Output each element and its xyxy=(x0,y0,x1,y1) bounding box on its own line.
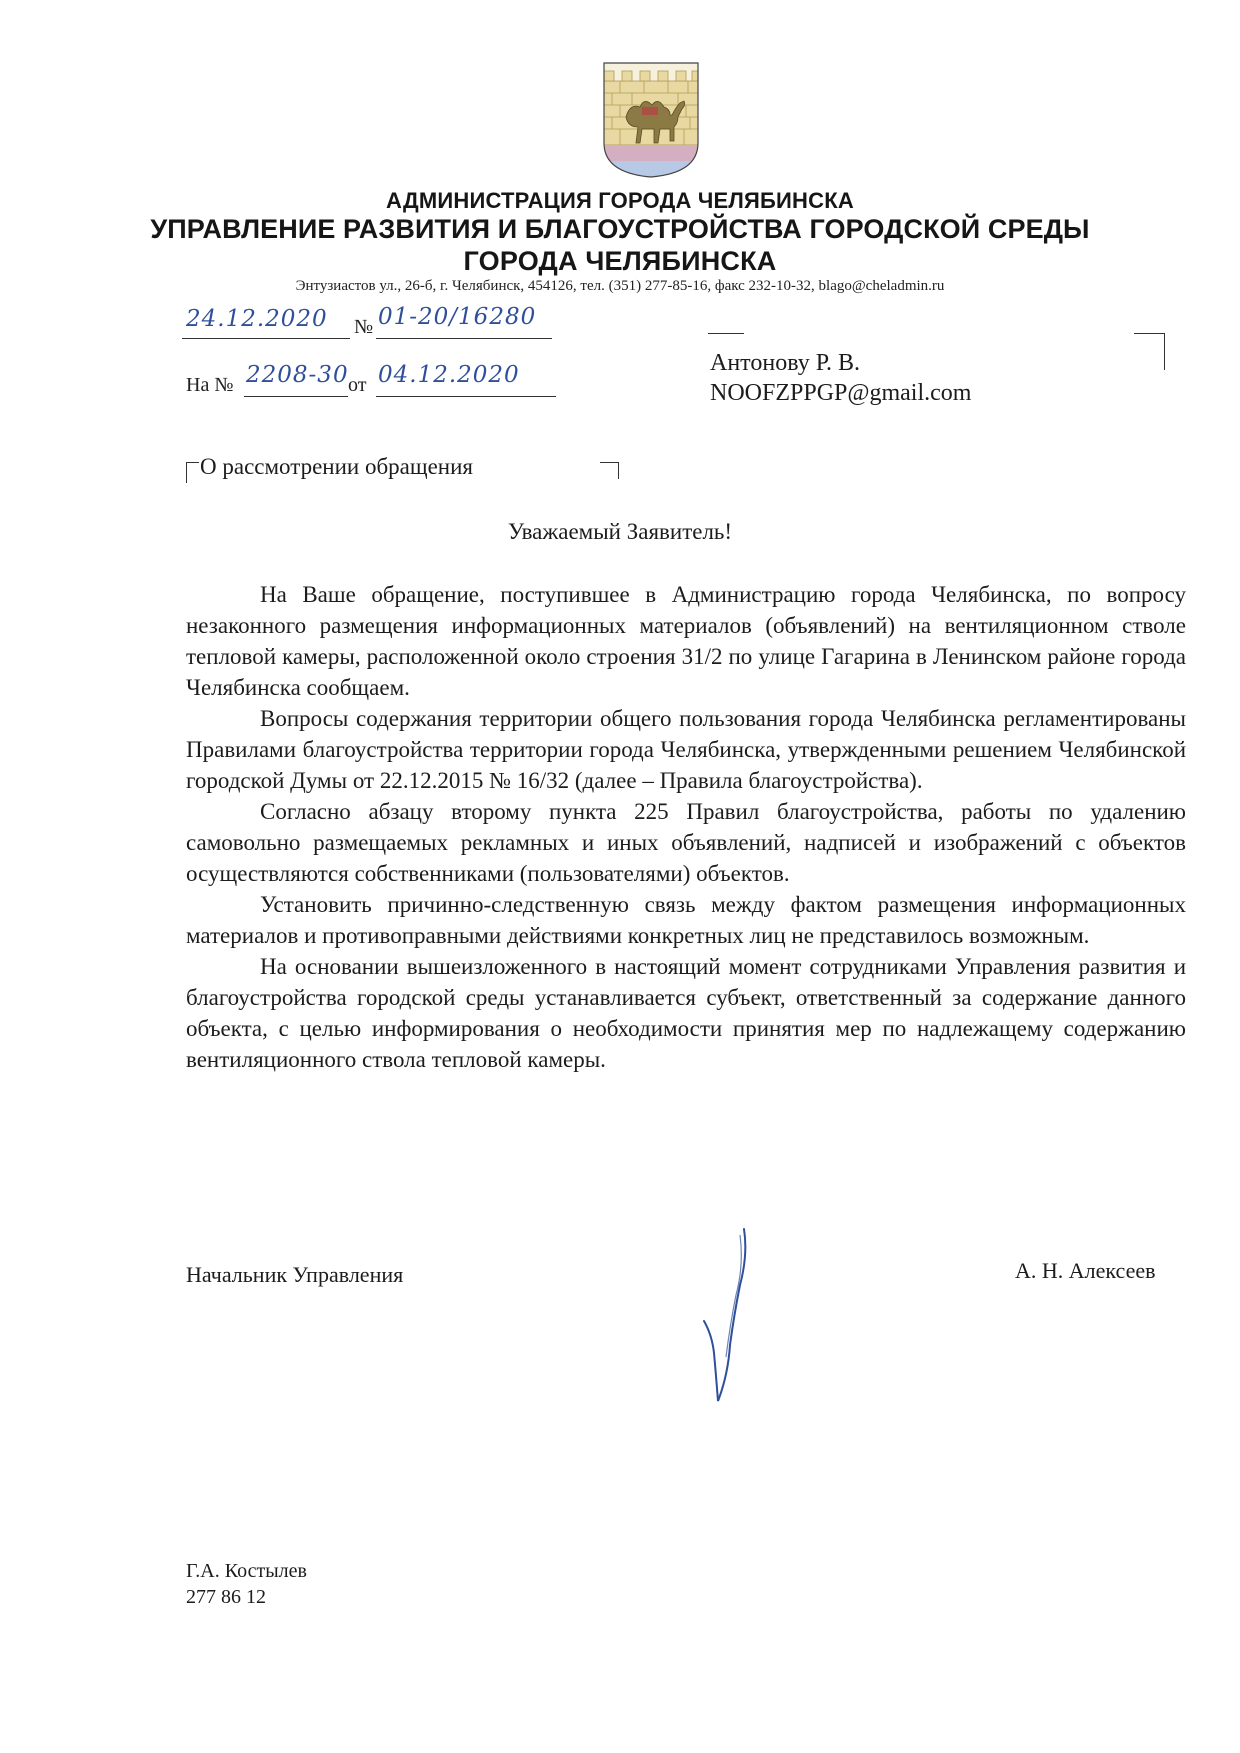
reply-date-label: от xyxy=(348,374,367,396)
subject-corner-left xyxy=(186,462,199,483)
letter-body xyxy=(186,579,1186,1075)
reply-date: 04.12.2020 xyxy=(378,362,520,388)
coat-of-arms-icon xyxy=(598,57,704,181)
body-paragraph: На Ваше обращение, поступившее в Администрацию города Челябинска, по вопросу незаконного размещения информационных материалов (объявлений) на вентиляционном стволе тепловой камеры, расположенной около строения 31/2 по улице Гагарина в Ленинском районе города Челябинска сообщаем. xyxy=(186,582,1186,700)
reply-number: 2208-30 xyxy=(246,362,349,388)
addressee-email: NOOFZPPGP@gmail.com xyxy=(710,380,972,406)
body-paragraph: На основании вышеизложенного в настоящий момент сотрудниками Управления развития и благоустройства городской среды устанавливается субъект, ответственный за содержание данного объекта, с целью информирования о необходимости принятия мер по надлежащему содержанию вентиляционного ствола тепловой камеры. xyxy=(186,954,1186,1072)
addressee-corner-left xyxy=(708,333,744,334)
body-paragraph: Вопросы содержания территории общего пользования города Челябинска регламентированы Правилами благоустройства территории города Челябинска, утвержденными решением Челябинской городской Думы от 22.12.2015 № 16/32 (далее – Правила благоустройства). xyxy=(186,706,1186,793)
reply-number-label: На № xyxy=(186,374,234,396)
reply-number-line xyxy=(244,396,348,397)
signatory-role: Начальник Управления xyxy=(186,1262,404,1287)
header-city: ГОРОДА ЧЕЛЯБИНСКА xyxy=(463,246,777,276)
executor-name: Г.А. Костылев xyxy=(186,1560,307,1582)
reply-date-line xyxy=(376,396,556,397)
salutation: Уважаемый Заявитель! xyxy=(507,519,733,544)
subject-corner-right xyxy=(600,462,619,479)
header-address: Энтузиастов ул., 26-б, г. Челябинск, 454126, тел. (351) 277-85-16, факс 232-10-32, blago@cheladmin.ru xyxy=(295,278,945,294)
outgoing-number-label: № xyxy=(354,316,374,338)
addressee-name: Антонову Р. В. xyxy=(710,350,861,376)
executor-phone: 277 86 12 xyxy=(186,1586,266,1608)
signatory-name: А. Н. Алексеев xyxy=(1015,1258,1156,1283)
body-paragraph: Установить причинно-следственную связь между фактом размещения информационных материалов и противоправными действиями конкретных лиц не представилось возможным. xyxy=(186,892,1186,948)
handwritten-signature xyxy=(700,1225,760,1405)
outgoing-date: 24.12.2020 xyxy=(186,306,328,332)
outgoing-number: 01-20/16280 xyxy=(378,304,537,330)
header-department: УПРАВЛЕНИЕ РАЗВИТИЯ И БЛАГОУСТРОЙСТВА ГОРОДСКОЙ СРЕДЫ xyxy=(150,214,1090,244)
header-administration: АДМИНИСТРАЦИЯ ГОРОДА ЧЕЛЯБИНСКА xyxy=(386,188,854,213)
body-paragraph: Согласно абзацу второму пункта 225 Правил благоустройства, работы по удалению самовольно размещаемых рекламных и иных объявлений, надписей и изображений с объектов осуществляются собственниками (пользователями) объектов. xyxy=(186,799,1186,886)
addressee-corner-right xyxy=(1134,333,1165,370)
outgoing-date-line xyxy=(182,338,350,339)
letter-subject: О рассмотрении обращения xyxy=(200,454,473,479)
outgoing-number-line xyxy=(376,338,552,339)
